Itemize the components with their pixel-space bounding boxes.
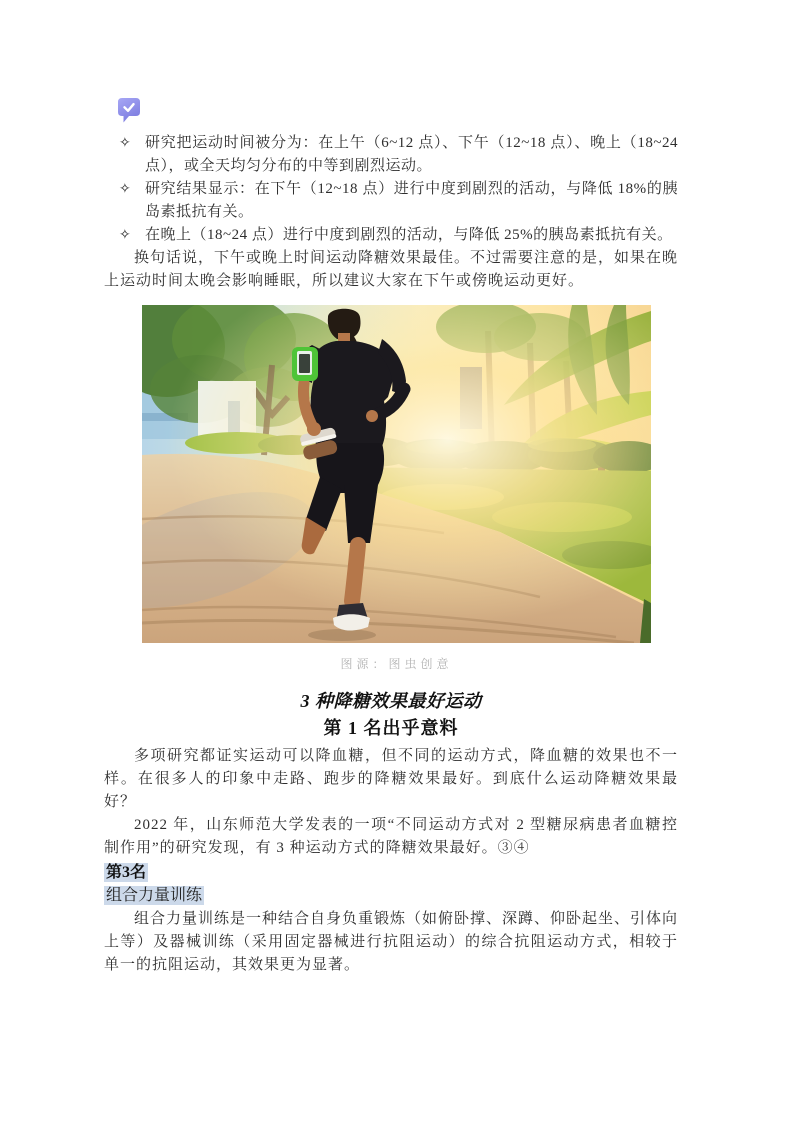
section-paragraph-2: 2022 年，山东师范大学发表的一项“不同运动方式对 2 型糖尿病患者血糖控制作用”的研究发现，有 3 种运动方式的降糖效果最好。③④ (104, 817, 678, 856)
bullet-text: 在晚上（18~24 点）进行中度到剧烈的活动，与降低 25%的胰岛素抵抗有关。 (145, 227, 673, 243)
hand-holding-foot (307, 422, 321, 436)
runner-stretching-photo (142, 305, 651, 643)
rank3-label: 第3名 (106, 864, 147, 881)
diamond-bullet-icon: ✧ (119, 228, 132, 243)
list-item (104, 132, 678, 178)
standing-calf (352, 545, 358, 601)
bullet-text: 研究结果显示：在下午（12~18 点）进行中度到剧烈的活动，与降低 18%的胰岛素抵抗有关。 (145, 181, 678, 220)
rank3-name: 组合力量训练 (106, 887, 203, 904)
hand-on-hip (366, 410, 378, 422)
section-subtitle: 第 1 名出乎意料 (323, 718, 459, 738)
figure-shadow (308, 629, 376, 641)
diamond-bullet-icon: ✧ (119, 136, 132, 151)
article-figure (142, 305, 651, 672)
comment-check-icon[interactable] (117, 97, 141, 125)
rank3-row (104, 862, 678, 884)
rank3-name-row (104, 884, 678, 907)
research-bullet-list (104, 132, 678, 247)
section-title: 3 种降糖效果最好运动 (300, 691, 482, 711)
list-item (104, 178, 678, 224)
section-paragraph-1: 多项研究都证实运动可以降血糖，但不同的运动方式，降血糖的效果也不一样。在很多人的印象中走路、跑步的降糖效果最好。到底什么运动降糖效果最好？ (104, 748, 678, 810)
bullet-text: 研究把运动时间被分为：在上午（6~12 点）、下午（12~18 点）、晚上（18~24 点），或全天均匀分布的中等到剧烈运动。 (145, 135, 678, 174)
green-armband (292, 347, 318, 381)
rank3-paragraph: 组合力量训练是一种结合自身负重锻炼（如俯卧撑、深蹲、仰卧起坐、引体向上等）及器械训练（采用固定器械进行抗阻运动）的综合抗阻运动方式，相较于单一的抗阻运动，其效果更为显著。 (104, 911, 679, 973)
list-item (104, 224, 678, 247)
diamond-bullet-icon: ✧ (119, 182, 132, 197)
comment-check-bubble (117, 97, 141, 125)
image-credit: 图源：图虫创意 (340, 657, 453, 671)
intro-paragraph: 换句话说，下午或晚上时间运动降糖效果最佳。不过需要注意的是，如果在晚上运动时间太晚会影响睡眠，所以建议大家在下午或傍晚运动更好。 (104, 250, 679, 289)
